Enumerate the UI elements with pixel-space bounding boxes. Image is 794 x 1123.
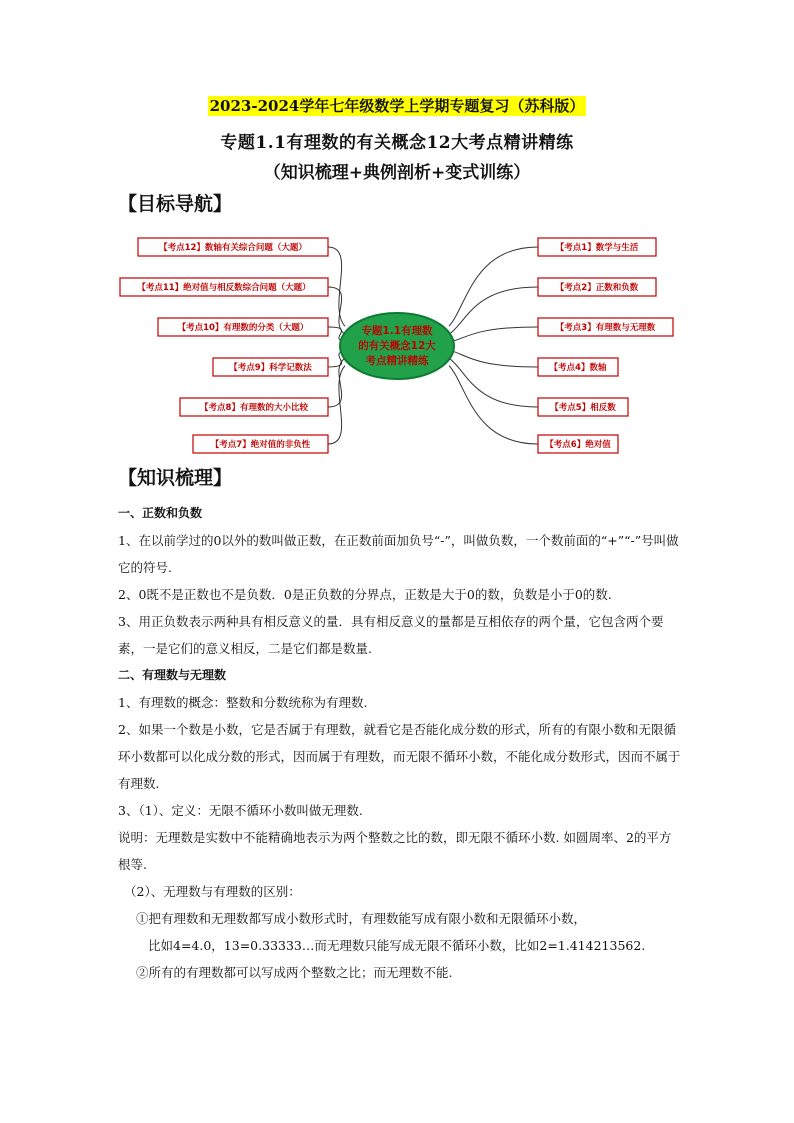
section-knowledge: 【知识梳理】 [118,467,233,489]
paragraph: 比如4=4.0，13=0.33333…而无理数只能写成无限不循环小数，比如2=1.414213562. [148,938,646,953]
mindmap-connector [328,247,345,326]
section-goal-nav: 【目标导航】 [118,193,233,215]
mindmap-connector [449,327,538,342]
document-header [0,95,794,116]
paragraph: 1、有理数的概念：整数和分数统称为有理数. [118,695,368,710]
mindmap-node-label: 【考点8】有理数的大小比较 [200,403,308,413]
mindmap-center-line-2: 的有关概念12大 [358,340,436,352]
mindmap-node-right-1 [538,238,656,256]
mindmap-node-right-2 [538,278,656,296]
mindmap-connector [449,247,538,326]
paragraph: 说明：无理数是实数中不能精确地表示为两个整数之比的数，即无限不循环小数. 如圆周率、2的平方根等. [118,830,672,872]
mindmap-connector [328,358,345,407]
mindmap-node-label: 【考点2】正数和负数 [555,283,639,293]
mindmap-node-label: 【考点6】绝对值 [545,440,611,450]
mindmap-node-left-2 [120,278,328,296]
paragraph: （2）、无理数与有理数的区别： [124,884,301,899]
mindmap-node-right-3 [538,318,673,336]
mindmap-node-label: 【考点3】有理数与无理数 [555,323,656,333]
topic-title: 专题1.1有理数的有关概念12大考点精讲精练 [220,133,574,153]
section-2-title: 二、有理数与无理数 [118,668,227,682]
mindmap-node-label: 【考点4】数轴 [549,363,607,373]
paragraph: 2、如果一个数是小数，它是否属于有理数，就看它是否能化成分数的形式，所有的有限小数和无限循环小数都可以化成分数的形式，因而属于有理数，而无限不循环小数，不能化成分数形式，因而不属于有理数. [118,722,681,791]
mindmap-node-left-4 [213,358,328,376]
mindmap-node-label: 【考点9】科学记数法 [229,363,312,373]
knowledge-content [118,500,683,986]
header-title: 2023-2024学年七年级数学上学期专题复习（苏科版） [209,97,585,115]
paragraph: 2、0既不是正数也不是负数．0是正负数的分界点，正数是大于0的数，负数是小于0的数. [118,587,612,602]
paragraph: 3、用正负数表示两种具有相反意义的量．具有相反意义的量都是互相依存的两个量，它包含两个要素，一是它们的意义相反，二是它们都是数量. [118,614,664,656]
mindmap-node-label: 【考点12】数轴有关综合问题（大题） [159,243,307,253]
paragraph: ①把有理数和无理数都写成小数形式时，有理数能写成有限小数和无限循环小数， [136,911,587,926]
mindmap-center-line-3: 考点精讲精练 [365,355,429,367]
mindmap-connector [449,366,538,444]
mindmap-node-right-6 [538,435,618,453]
paragraph: 3、（1）、定义：无限不循环小数叫做无理数. [118,803,363,818]
mindmap-node-left-6 [193,435,328,453]
mindmap-node-label: 【考点7】绝对值的非负性 [210,440,311,450]
mindmap-node-left-3 [158,318,328,336]
section-1-title: 一、正数和负数 [118,506,203,520]
mindmap-node-label: 【考点5】相反数 [550,403,616,413]
mindmap-node-left-5 [180,398,328,416]
paragraph: 1、在以前学过的0以外的数叫做正数，在正数前面加负号“-”，叫做负数，一个数前面的“+”“-”号叫做它的符号. [118,533,679,575]
mind-map [110,222,680,462]
mindmap-center-line-1: 专题1.1有理数 [361,325,433,337]
mindmap-connector [449,350,538,367]
mindmap-node-label: 【考点10】有理数的分类（大题） [177,323,309,333]
mindmap-node-label: 【考点11】绝对值与相反数综合问题（大题） [137,283,311,293]
mindmap-node-left-1 [138,238,328,256]
mindmap-node-right-4 [538,358,618,376]
mindmap-node-label: 【考点1】数学与生活 [555,243,639,253]
mindmap-node-right-5 [538,398,628,416]
mindmap-connector [449,358,538,407]
paragraph: ②所有的有理数都可以写成两个整数之比；而无理数不能. [136,965,453,980]
topic-subtitle: （知识梳理+典例剖析+变式训练） [263,163,531,183]
